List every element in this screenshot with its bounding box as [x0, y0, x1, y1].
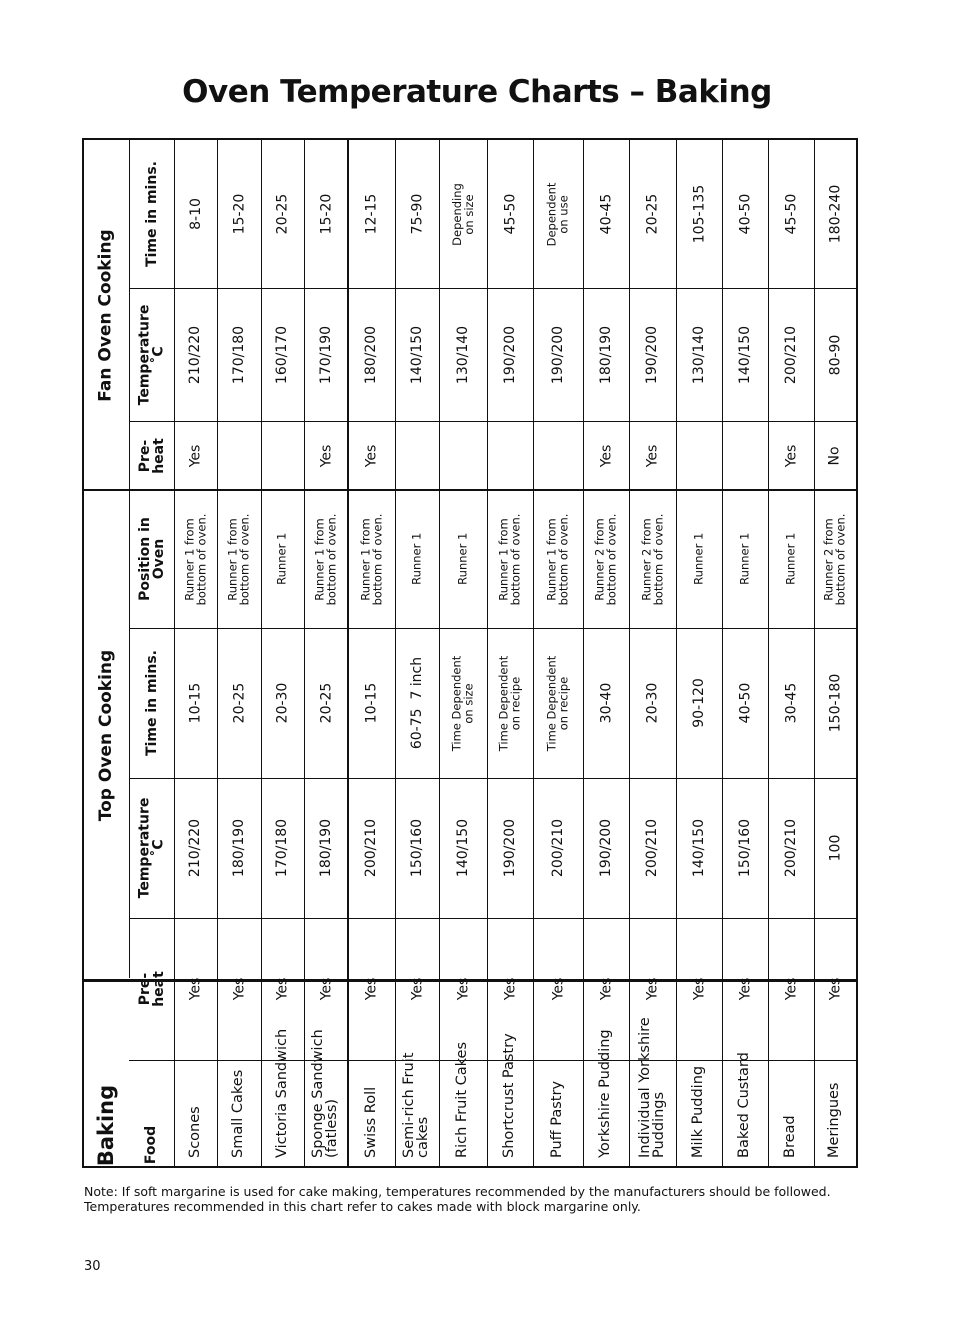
- top-time-cell: [814, 628, 856, 778]
- fan-temperature: 130/140: [691, 325, 708, 384]
- top-position-cell: [217, 490, 261, 628]
- fan-preheat-cell: [676, 421, 722, 490]
- top-position: Runner 2 from bottom of oven.: [592, 513, 619, 605]
- fan-time: 40-50: [737, 193, 753, 235]
- top-preheat: Yes: [363, 977, 380, 1001]
- food-name: Rich Fruit Cakes: [454, 1042, 471, 1158]
- top-temperature: 150/160: [409, 818, 426, 878]
- baking-chart-table: [82, 138, 858, 1168]
- food-name: Yorkshire Pudding: [597, 1029, 614, 1158]
- section-top-oven-cell: [84, 490, 129, 980]
- top-position-cell: [768, 490, 814, 628]
- top-temperature: 140/150: [455, 818, 472, 878]
- food-name: Milk Pudding: [690, 1065, 707, 1158]
- food-name-cell: [487, 1033, 533, 1166]
- top-time: Time Dependent on recipe: [544, 655, 571, 751]
- fan-temperature: 140/150: [737, 325, 754, 384]
- food-name-cell: [722, 1052, 768, 1166]
- top-position-cell: [814, 490, 856, 628]
- fan-temperature-cell: [348, 288, 395, 421]
- fan-temperature: 140/150: [409, 325, 426, 384]
- header-food-cell: [129, 1060, 174, 1166]
- top-position-cell: [395, 490, 439, 628]
- top-time: 30-40: [598, 682, 614, 724]
- top-preheat: Yes: [408, 977, 425, 1001]
- top-time-cell: [487, 628, 533, 778]
- fan-temperature-cell: [261, 288, 304, 421]
- fan-preheat-cell: [629, 421, 676, 490]
- food-name-cell: [768, 1060, 814, 1166]
- top-time: Time Dependent on recipe: [496, 655, 523, 751]
- food-name: Victoria Sandwich: [273, 1028, 290, 1158]
- fan-time: 105-135: [691, 184, 707, 244]
- footnote-text: Note: If soft margarine is used for cake making, temperatures recommended by the manufacturers should be followed. Temperatures recommended in this chart refer to cakes made with block margarine only.: [84, 1184, 831, 1214]
- top-temperature-cell: [348, 778, 395, 918]
- top-preheat-cell: [533, 918, 583, 1060]
- top-preheat-cell: [395, 918, 439, 1060]
- top-temperature: 200/210: [644, 818, 661, 878]
- food-name: Bread: [782, 1115, 799, 1158]
- fan-temperature: 130/140: [455, 325, 472, 384]
- page-number: 30: [84, 1259, 101, 1274]
- top-time-cell: [304, 628, 348, 778]
- top-preheat: Yes: [317, 977, 334, 1001]
- fan-preheat-cell: [583, 421, 629, 490]
- top-time-cell: [261, 628, 304, 778]
- top-time: 10-15: [187, 682, 204, 724]
- top-time-cell: [217, 628, 261, 778]
- fan-time-cell: [676, 140, 722, 288]
- fan-temperature: 80-90: [827, 334, 843, 375]
- top-time: 30-45: [783, 682, 799, 724]
- header-top-preheat-cell: [129, 918, 174, 1060]
- food-name-cell: [583, 1029, 629, 1166]
- top-position: Runner 1 from bottom of oven.: [312, 513, 339, 605]
- top-temperature: 100: [826, 834, 843, 862]
- section-top-oven: Top Oven Cooking: [96, 649, 116, 821]
- top-position-cell: [487, 490, 533, 628]
- top-position: Runner 1: [409, 532, 424, 586]
- fan-time: 12-15: [363, 193, 380, 235]
- top-temperature-cell: [261, 778, 304, 918]
- top-temperature-cell: [487, 778, 533, 918]
- fan-time-cell: [533, 140, 583, 288]
- top-position: Runner 1 from bottom of oven.: [225, 513, 252, 605]
- top-temperature-cell: [629, 778, 676, 918]
- fan-preheat-cell: [174, 421, 217, 490]
- fan-temperature-cell: [217, 288, 261, 421]
- top-temperature: 200/210: [363, 818, 380, 878]
- top-temperature-cell: [676, 778, 722, 918]
- fan-time-cell: [583, 140, 629, 288]
- fan-time-cell: [261, 140, 304, 288]
- top-position-cell: [629, 490, 676, 628]
- section-baking-cell: [84, 980, 129, 1166]
- fan-time-cell: [348, 140, 395, 288]
- fan-temperature: 190/200: [550, 325, 567, 384]
- top-time-cell: [768, 628, 814, 778]
- top-temperature: 140/150: [691, 818, 708, 878]
- top-time-cell: [676, 628, 722, 778]
- section-fan-oven-cell: [84, 140, 129, 490]
- header-top-time: Time in mins.: [143, 650, 160, 756]
- food-name: Small Cakes: [230, 1069, 247, 1158]
- top-preheat: Yes: [690, 977, 707, 1001]
- top-temperature: 150/160: [737, 818, 754, 878]
- top-temperature: 200/210: [550, 818, 567, 878]
- fan-temperature-cell: [583, 288, 629, 421]
- food-name: Shortcrust Pastry: [501, 1033, 518, 1158]
- fan-time: 180-240: [827, 184, 843, 244]
- top-time: Time Dependent on size: [449, 655, 476, 751]
- food-name-cell: [304, 1029, 348, 1166]
- top-time: 10-15: [363, 682, 380, 724]
- fan-time: Depending on size: [449, 182, 475, 246]
- top-time-cell: [174, 628, 217, 778]
- fan-preheat-cell: [768, 421, 814, 490]
- top-time: 150-180: [827, 673, 843, 733]
- top-temperature-cell: [395, 778, 439, 918]
- top-time-cell: [348, 628, 395, 778]
- fan-preheat-cell: [261, 421, 304, 490]
- food-name: Scones: [186, 1106, 203, 1158]
- top-position: Runner 1 from bottom of oven.: [544, 513, 571, 605]
- top-time-cell: [583, 628, 629, 778]
- food-name-cell: [261, 1028, 304, 1166]
- fan-time-cell: [487, 140, 533, 288]
- fan-time: 40-45: [598, 193, 614, 235]
- top-temperature-cell: [439, 778, 487, 918]
- top-preheat-cell: [174, 918, 217, 1060]
- fan-preheat-cell: [395, 421, 439, 490]
- top-time-cell: [395, 628, 439, 778]
- top-time: 90-120: [691, 678, 707, 728]
- top-temperature-cell: [768, 778, 814, 918]
- food-name: Meringues: [826, 1082, 843, 1158]
- top-temperature: 210/220: [187, 818, 204, 878]
- food-name: Puff Pastry: [549, 1080, 566, 1158]
- top-preheat: Yes: [274, 977, 291, 1001]
- fan-time-cell: [304, 140, 348, 288]
- fan-temperature: 200/210: [783, 325, 800, 384]
- top-position-cell: [304, 490, 348, 628]
- top-temperature: 190/200: [502, 818, 519, 878]
- top-temperature: 180/190: [318, 818, 335, 878]
- top-preheat-cell: [768, 918, 814, 1060]
- food-name: Swiss Roll: [362, 1086, 379, 1158]
- fan-temperature-cell: [768, 288, 814, 421]
- top-position-cell: [722, 490, 768, 628]
- header-top-position-cell: [129, 490, 174, 628]
- top-preheat: Yes: [501, 977, 518, 1001]
- fan-time: 45-50: [502, 193, 518, 235]
- top-temperature-cell: [174, 778, 217, 918]
- fan-temperature: 160/170: [274, 325, 291, 384]
- food-name: Sponge Sandwich (fatless): [310, 1029, 340, 1158]
- top-time: 20-30: [644, 682, 661, 724]
- top-position: Runner 2 from bottom of oven.: [821, 513, 848, 605]
- fan-time-cell: [722, 140, 768, 288]
- fan-temperature: 180/190: [598, 325, 615, 384]
- header-top-time-cell: [129, 628, 174, 778]
- fan-preheat-cell: [217, 421, 261, 490]
- fan-temperature-cell: [439, 288, 487, 421]
- fan-temperature: 210/220: [187, 325, 204, 384]
- fan-preheat-cell: [814, 421, 856, 490]
- top-preheat-cell: [676, 918, 722, 1060]
- fan-preheat: Yes: [782, 444, 799, 467]
- fan-temperature-cell: [174, 288, 217, 421]
- top-preheat: Yes: [597, 977, 614, 1001]
- top-preheat-cell: [722, 918, 768, 1060]
- fan-preheat: Yes: [597, 444, 614, 467]
- fan-time-cell: [439, 140, 487, 288]
- fan-temperature: 170/180: [231, 325, 248, 384]
- top-position: Runner 1: [737, 532, 752, 586]
- top-position: Runner 1: [691, 532, 706, 586]
- top-preheat-cell: [439, 918, 487, 1060]
- fan-temperature-cell: [533, 288, 583, 421]
- fan-preheat-cell: [304, 421, 348, 490]
- fan-temperature: 190/200: [644, 325, 661, 384]
- top-time: 20-25: [318, 682, 334, 724]
- top-position-cell: [676, 490, 722, 628]
- fan-time-cell: [768, 140, 814, 288]
- fan-temperature-cell: [487, 288, 533, 421]
- fan-time: 8-10: [187, 198, 204, 230]
- top-preheat: Yes: [454, 977, 471, 1001]
- header-fan-temperature-cell: [129, 288, 174, 421]
- top-temperature-cell: [304, 778, 348, 918]
- top-time: 40-50: [737, 682, 753, 724]
- top-time: 60-75 7 inch: [409, 656, 425, 750]
- fan-time-cell: [629, 140, 676, 288]
- top-temperature-cell: [722, 778, 768, 918]
- top-position: Runner 1 from bottom of oven.: [358, 513, 384, 605]
- top-position: Runner 1: [274, 532, 289, 586]
- top-position-cell: [261, 490, 304, 628]
- top-preheat: Yes: [826, 977, 843, 1001]
- food-name-cell: [348, 1060, 395, 1166]
- top-position-cell: [439, 490, 487, 628]
- header-fan-temperature: Temperature ˚C: [136, 304, 167, 405]
- fan-preheat: Yes: [363, 444, 380, 467]
- top-position: Runner 1: [783, 532, 798, 586]
- fan-preheat: Yes: [187, 444, 204, 467]
- header-fan-preheat-cell: [129, 421, 174, 490]
- top-temperature-cell: [814, 778, 856, 918]
- fan-time: 75-90: [409, 193, 425, 235]
- fan-time: 15-20: [318, 193, 334, 235]
- top-preheat: Yes: [736, 977, 753, 1001]
- top-time-cell: [722, 628, 768, 778]
- top-position: Runner 2 from bottom of oven.: [639, 513, 665, 605]
- top-position: Runner 1 from bottom of oven.: [496, 513, 523, 605]
- top-time: 20-30: [274, 682, 291, 724]
- header-top-temperature: Temperature ˚C: [136, 797, 167, 899]
- fan-temperature-cell: [629, 288, 676, 421]
- fan-preheat-cell: [439, 421, 487, 490]
- top-time-cell: [533, 628, 583, 778]
- top-position-cell: [348, 490, 395, 628]
- top-position-cell: [583, 490, 629, 628]
- top-preheat-cell: [814, 918, 856, 1060]
- top-time-cell: [629, 628, 676, 778]
- food-name-cell: [676, 1060, 722, 1166]
- section-fan-oven: Fan Oven Cooking: [96, 228, 116, 402]
- top-temperature: 190/200: [598, 818, 615, 878]
- top-preheat: Yes: [644, 977, 661, 1001]
- fan-preheat-cell: [487, 421, 533, 490]
- top-temperature-cell: [583, 778, 629, 918]
- fan-temperature-cell: [814, 288, 856, 421]
- fan-time: Dependent on use: [544, 182, 570, 246]
- fan-temperature-cell: [676, 288, 722, 421]
- food-name-cell: [814, 1060, 856, 1166]
- top-position-cell: [174, 490, 217, 628]
- fan-temperature: 170/190: [318, 325, 335, 384]
- top-preheat: Yes: [549, 977, 566, 1001]
- food-name-cell: [533, 1060, 583, 1166]
- fan-temperature: 180/200: [363, 325, 380, 384]
- fan-time-cell: [395, 140, 439, 288]
- top-temperature-cell: [217, 778, 261, 918]
- fan-preheat-cell: [348, 421, 395, 490]
- page-title: Oven Temperature Charts – Baking: [182, 74, 772, 110]
- fan-time: 20-25: [274, 193, 291, 235]
- top-time: 20-25: [231, 682, 247, 724]
- top-position: Runner 1 from bottom of oven.: [182, 513, 208, 605]
- header-top-preheat: Pre- heat: [136, 971, 167, 1007]
- fan-temperature-cell: [395, 288, 439, 421]
- fan-temperature-cell: [722, 288, 768, 421]
- fan-preheat-cell: [722, 421, 768, 490]
- top-preheat: Yes: [230, 977, 247, 1001]
- fan-temperature-cell: [304, 288, 348, 421]
- food-name: Semi-rich Fruit cakes: [401, 1052, 431, 1158]
- food-name-cell: [629, 1017, 676, 1166]
- top-preheat-cell: [217, 918, 261, 1060]
- footnote: [84, 1184, 831, 1214]
- top-time-cell: [439, 628, 487, 778]
- fan-time: 15-20: [231, 193, 247, 235]
- header-fan-time: Time in mins.: [143, 161, 160, 267]
- fan-time-cell: [814, 140, 856, 288]
- fan-time-cell: [217, 140, 261, 288]
- header-fan-time-cell: [129, 140, 174, 288]
- fan-preheat: Yes: [317, 444, 334, 467]
- fan-preheat-cell: [533, 421, 583, 490]
- top-temperature: 170/180: [274, 818, 291, 878]
- top-preheat: Yes: [187, 977, 204, 1001]
- section-baking: Baking: [94, 1084, 119, 1167]
- fan-temperature: 190/200: [502, 325, 519, 384]
- fan-preheat: No: [826, 445, 843, 466]
- header-fan-preheat: Pre- heat: [136, 437, 167, 474]
- top-preheat: Yes: [782, 977, 799, 1001]
- fan-time: 45-50: [783, 193, 799, 235]
- fan-time: 20-25: [644, 193, 661, 235]
- fan-preheat: Yes: [644, 444, 661, 467]
- top-position: Runner 1: [455, 532, 470, 586]
- top-position-cell: [533, 490, 583, 628]
- header-top-position: Position in Oven: [136, 517, 167, 601]
- fan-time-cell: [174, 140, 217, 288]
- top-temperature-cell: [533, 778, 583, 918]
- top-preheat-cell: [348, 918, 395, 1060]
- top-temperature: 200/210: [783, 818, 800, 878]
- header-food: Food: [143, 1125, 160, 1165]
- header-top-temperature-cell: [129, 778, 174, 918]
- food-name-cell: [395, 1052, 439, 1166]
- food-name-cell: [174, 1060, 217, 1166]
- food-name: Baked Custard: [736, 1052, 753, 1158]
- food-name-cell: [439, 1042, 487, 1166]
- food-name-cell: [217, 1060, 261, 1166]
- food-name: Individual Yorkshire Puddings: [636, 1017, 667, 1158]
- top-temperature: 180/190: [231, 818, 248, 878]
